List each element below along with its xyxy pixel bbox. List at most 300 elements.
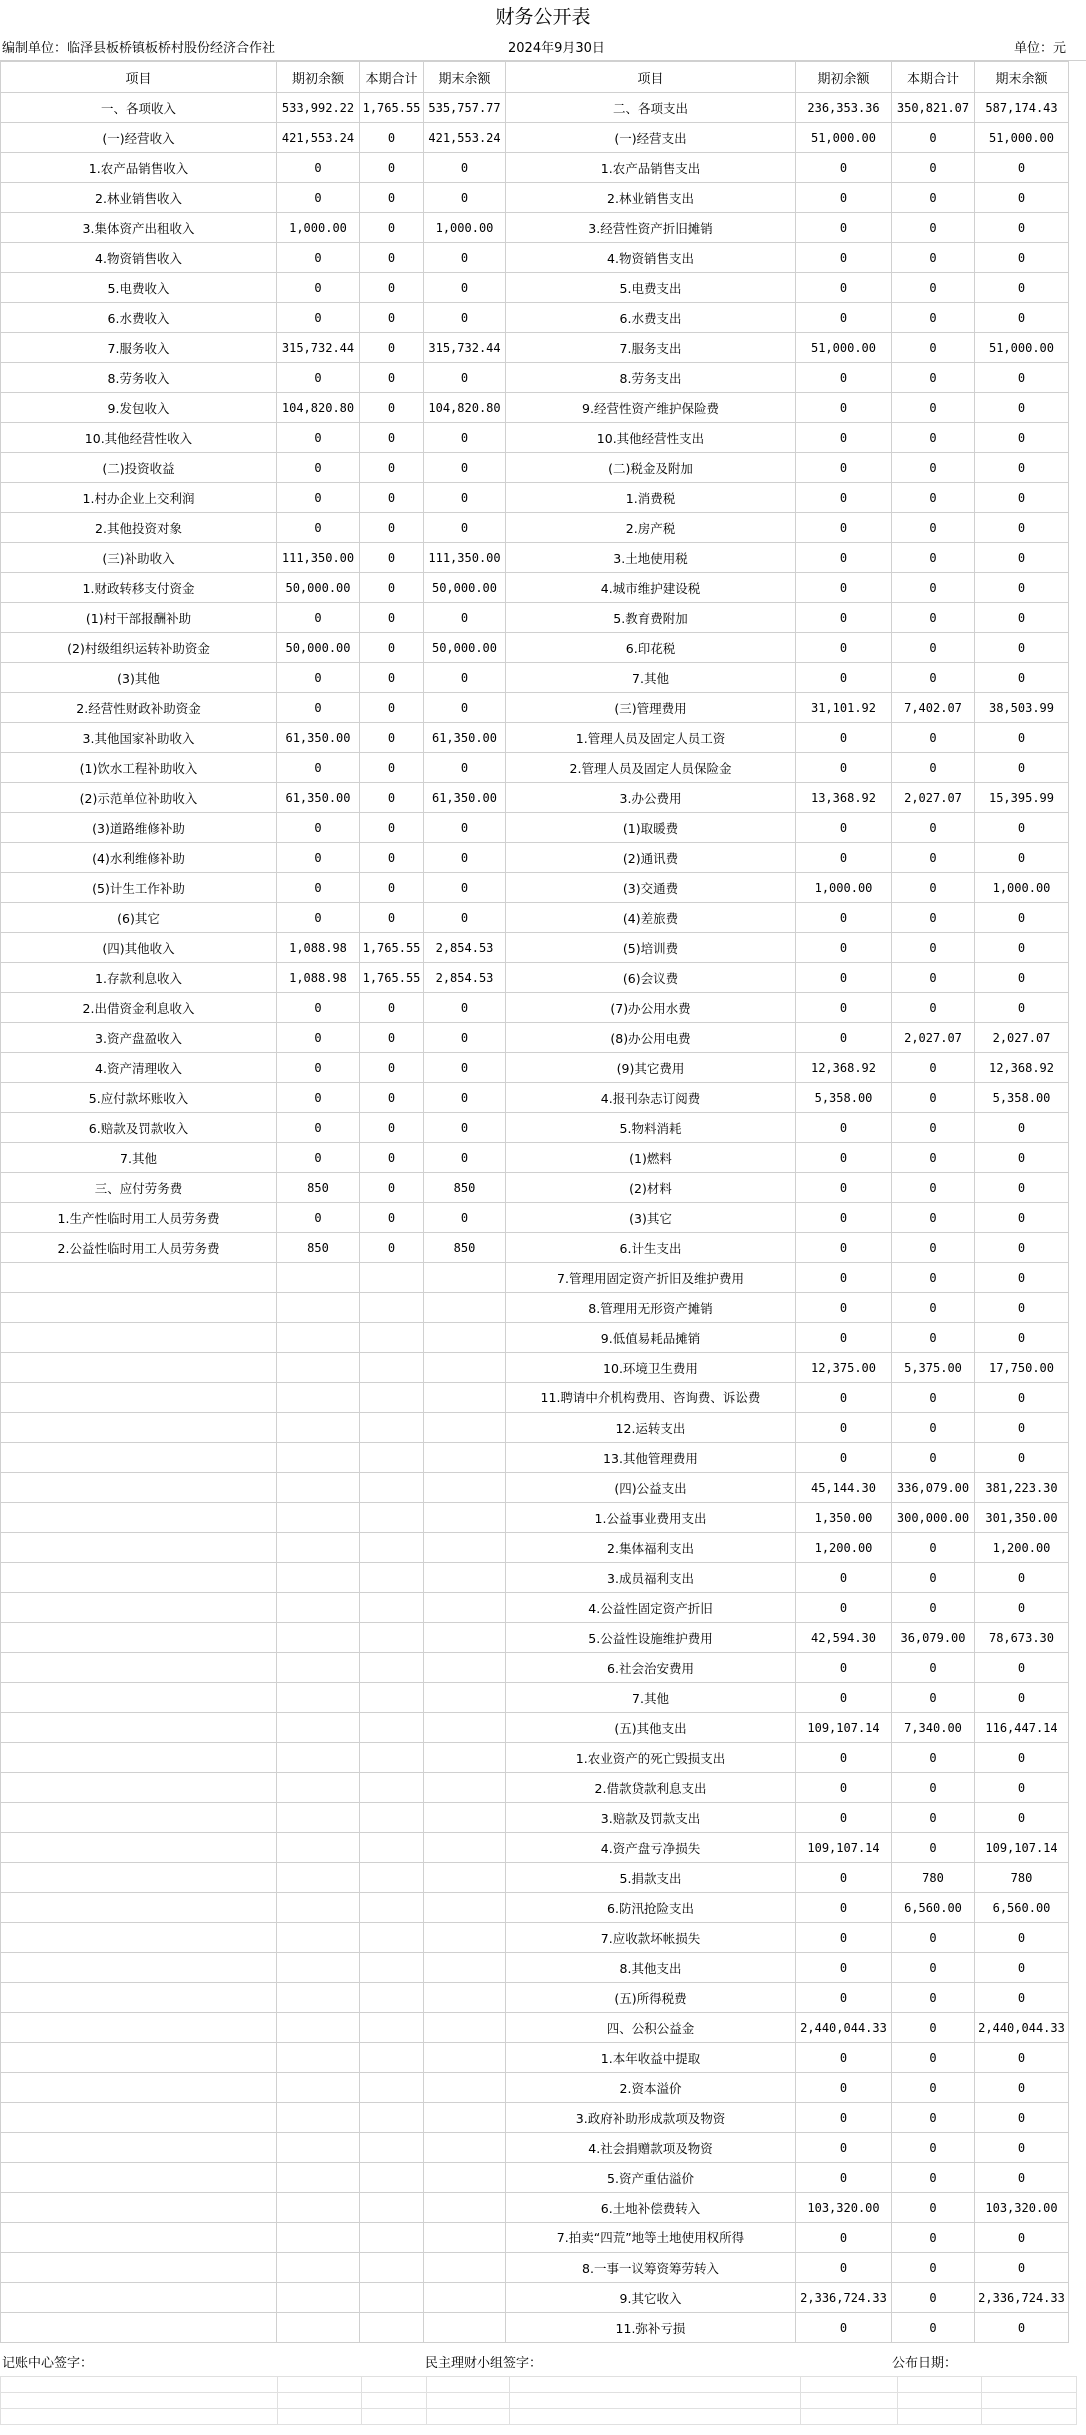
right-amount-cell: 7,340.00 xyxy=(892,1713,975,1743)
right-amount-cell: 51,000.00 xyxy=(975,123,1069,153)
empty-cell xyxy=(424,1803,506,1833)
right-amount-cell: 0 xyxy=(975,1203,1069,1233)
right-amount-cell: 0 xyxy=(796,513,892,543)
empty-cell xyxy=(360,1503,424,1533)
right-item-cell: 10.其他经营性支出 xyxy=(506,423,796,453)
right-amount-cell: 0 xyxy=(796,903,892,933)
left-amount-cell: 0 xyxy=(424,1203,506,1233)
right-amount-cell: 0 xyxy=(892,183,975,213)
empty-cell xyxy=(1,1383,277,1413)
right-amount-cell: 0 xyxy=(796,1263,892,1293)
right-amount-cell: 0 xyxy=(975,903,1069,933)
right-amount-cell: 0 xyxy=(892,1233,975,1263)
right-amount-cell: 0 xyxy=(975,543,1069,573)
left-amount-cell: 315,732.44 xyxy=(424,333,506,363)
right-amount-cell: 0 xyxy=(975,1143,1069,1173)
left-item-cell: 1.存款利息收入 xyxy=(1,963,277,993)
right-amount-cell: 0 xyxy=(796,453,892,483)
right-amount-cell: 0 xyxy=(975,213,1069,243)
empty-cell xyxy=(277,1353,360,1383)
right-amount-cell: 0 xyxy=(892,723,975,753)
empty-cell xyxy=(277,1323,360,1353)
right-amount-cell: 0 xyxy=(975,1653,1069,1683)
left-amount-cell: 1,088.98 xyxy=(277,963,360,993)
left-amount-cell: 0 xyxy=(424,873,506,903)
right-amount-cell: 0 xyxy=(975,1443,1069,1473)
right-amount-cell: 1,000.00 xyxy=(796,873,892,903)
left-amount-cell: 0 xyxy=(424,363,506,393)
right-item-cell: 4.物资销售支出 xyxy=(506,243,796,273)
empty-cell xyxy=(424,1983,506,2013)
left-amount-cell: 111,350.00 xyxy=(424,543,506,573)
left-amount-cell: 0 xyxy=(360,993,424,1023)
left-amount-cell: 0 xyxy=(424,303,506,333)
left-amount-cell: 0 xyxy=(277,363,360,393)
empty-cell xyxy=(1,2103,277,2133)
left-amount-cell: 1,000.00 xyxy=(424,213,506,243)
empty-cell xyxy=(360,2283,424,2313)
left-amount-cell: 0 xyxy=(360,363,424,393)
left-amount-cell: 1,765.55 xyxy=(360,963,424,993)
table-row xyxy=(1,603,1069,633)
right-item-cell: 9.低值易耗品摊销 xyxy=(506,1323,796,1353)
right-amount-cell: 0 xyxy=(796,753,892,783)
empty-cell xyxy=(424,1623,506,1653)
empty-cell xyxy=(360,1263,424,1293)
left-amount-cell: 0 xyxy=(360,453,424,483)
left-amount-cell: 0 xyxy=(424,663,506,693)
right-amount-cell: 7,402.07 xyxy=(892,693,975,723)
right-amount-cell: 0 xyxy=(975,1983,1069,2013)
right-item-cell: 4.报刊杂志订阅费 xyxy=(506,1083,796,1113)
right-amount-cell: 587,174.43 xyxy=(975,93,1069,123)
left-amount-cell: 0 xyxy=(424,1083,506,1113)
right-amount-cell: 0 xyxy=(975,1923,1069,1953)
right-item-cell: 10.环境卫生费用 xyxy=(506,1353,796,1383)
table-row xyxy=(1,513,1069,543)
left-item-cell: 2.公益性临时用工人员劳务费 xyxy=(1,1233,277,1263)
right-amount-cell: 0 xyxy=(892,513,975,543)
left-amount-cell: 0 xyxy=(424,843,506,873)
right-amount-cell: 0 xyxy=(975,2313,1069,2343)
right-item-cell: 6.印花税 xyxy=(506,633,796,663)
right-amount-cell: 0 xyxy=(796,153,892,183)
right-item-cell: (五)所得税费 xyxy=(506,1983,796,2013)
left-amount-cell: 50,000.00 xyxy=(277,573,360,603)
right-amount-cell: 0 xyxy=(975,2103,1069,2133)
left-amount-cell: 0 xyxy=(360,1203,424,1233)
left-amount-cell: 0 xyxy=(277,273,360,303)
right-item-cell: 7.拍卖“四荒”地等土地使用权所得 xyxy=(506,2223,796,2253)
empty-cell xyxy=(360,1653,424,1683)
table-row xyxy=(1,873,1069,903)
right-item-cell: (二)税金及附加 xyxy=(506,453,796,483)
table-header-row xyxy=(1,62,1069,93)
right-amount-cell: 0 xyxy=(892,1533,975,1563)
left-item-cell: 1.生产性临时用工人员劳务费 xyxy=(1,1203,277,1233)
empty-cell xyxy=(360,1713,424,1743)
right-amount-cell: 0 xyxy=(975,303,1069,333)
right-amount-cell: 103,320.00 xyxy=(796,2193,892,2223)
left-item-cell: 2.经营性财政补助资金 xyxy=(1,693,277,723)
left-amount-cell: 0 xyxy=(277,423,360,453)
left-amount-cell: 0 xyxy=(424,153,506,183)
empty-cell xyxy=(360,1473,424,1503)
table-row xyxy=(1,1743,1069,1773)
left-amount-cell: 421,553.24 xyxy=(424,123,506,153)
empty-cell xyxy=(1,1653,277,1683)
right-amount-cell: 350,821.07 xyxy=(892,93,975,123)
table-row xyxy=(1,363,1069,393)
empty-cell xyxy=(277,1533,360,1563)
empty-cell xyxy=(360,2043,424,2073)
right-amount-cell: 0 xyxy=(892,573,975,603)
right-amount-cell: 2,440,044.33 xyxy=(796,2013,892,2043)
table-row xyxy=(1,633,1069,663)
left-item-cell: (四)其他收入 xyxy=(1,933,277,963)
left-item-cell: (一)经营收入 xyxy=(1,123,277,153)
empty-cell xyxy=(360,2223,424,2253)
empty-cell xyxy=(277,1833,360,1863)
right-amount-cell: 0 xyxy=(796,1023,892,1053)
table-row xyxy=(1,2163,1069,2193)
right-amount-cell: 0 xyxy=(975,1323,1069,1353)
empty-cell xyxy=(277,1863,360,1893)
empty-cell xyxy=(277,1713,360,1743)
left-item-cell: (1)饮水工程补助收入 xyxy=(1,753,277,783)
empty-cell xyxy=(360,1833,424,1863)
right-amount-cell: 0 xyxy=(975,153,1069,183)
right-amount-cell: 109,107.14 xyxy=(796,1833,892,1863)
right-amount-cell: 0 xyxy=(975,663,1069,693)
right-amount-cell: 6,560.00 xyxy=(892,1893,975,1923)
signature-row xyxy=(0,2346,1086,2376)
right-amount-cell: 0 xyxy=(975,573,1069,603)
table-row xyxy=(1,93,1069,123)
empty-cell xyxy=(424,2073,506,2103)
left-amount-cell: 104,820.80 xyxy=(277,393,360,423)
table-row xyxy=(1,2313,1069,2343)
empty-cell xyxy=(424,1653,506,1683)
left-amount-cell: 0 xyxy=(424,753,506,783)
right-amount-cell: 0 xyxy=(796,1323,892,1353)
empty-cell xyxy=(360,1623,424,1653)
empty-cell xyxy=(1,1893,277,1923)
table-row xyxy=(1,903,1069,933)
right-amount-cell: 0 xyxy=(796,1863,892,1893)
left-amount-cell: 0 xyxy=(277,243,360,273)
right-item-cell: (三)管理费用 xyxy=(506,693,796,723)
empty-cell xyxy=(1,1563,277,1593)
table-row xyxy=(1,1533,1069,1563)
right-item-cell: 1.公益事业费用支出 xyxy=(506,1503,796,1533)
table-row xyxy=(1,1623,1069,1653)
empty-cell xyxy=(424,1863,506,1893)
table-row xyxy=(1,1473,1069,1503)
empty-cell xyxy=(1,1263,277,1293)
left-amount-cell: 0 xyxy=(424,1113,506,1143)
right-item-cell: 2.借款贷款利息支出 xyxy=(506,1773,796,1803)
right-amount-cell: 0 xyxy=(796,843,892,873)
table-row xyxy=(1,573,1069,603)
left-amount-cell: 1,765.55 xyxy=(360,933,424,963)
right-amount-cell: 17,750.00 xyxy=(975,1353,1069,1383)
empty-cell xyxy=(360,1533,424,1563)
right-amount-cell: 0 xyxy=(796,603,892,633)
right-amount-cell: 0 xyxy=(975,1293,1069,1323)
right-amount-cell: 0 xyxy=(892,1113,975,1143)
right-amount-cell: 0 xyxy=(796,1773,892,1803)
left-amount-cell: 61,350.00 xyxy=(424,723,506,753)
right-amount-cell: 2,027.07 xyxy=(892,783,975,813)
right-amount-cell: 236,353.36 xyxy=(796,93,892,123)
empty-cell xyxy=(360,1893,424,1923)
empty-cell xyxy=(424,1773,506,1803)
right-amount-cell: 0 xyxy=(796,2133,892,2163)
right-amount-cell: 0 xyxy=(975,1173,1069,1203)
right-amount-cell: 0 xyxy=(796,2073,892,2103)
right-amount-cell: 0 xyxy=(892,2313,975,2343)
empty-cell xyxy=(277,1413,360,1443)
right-amount-cell: 0 xyxy=(892,1653,975,1683)
table-row xyxy=(1,1773,1069,1803)
empty-cell xyxy=(360,1413,424,1443)
left-item-cell: 5.应付款坏账收入 xyxy=(1,1083,277,1113)
table-row xyxy=(1,2073,1069,2103)
right-amount-cell: 0 xyxy=(796,933,892,963)
right-amount-cell: 381,223.30 xyxy=(975,1473,1069,1503)
table-row xyxy=(1,423,1069,453)
empty-cell xyxy=(424,2043,506,2073)
left-amount-cell: 0 xyxy=(277,603,360,633)
header-cell: 本期合计 xyxy=(360,62,424,93)
right-amount-cell: 0 xyxy=(796,2313,892,2343)
left-item-cell: (4)水利维修补助 xyxy=(1,843,277,873)
right-amount-cell: 0 xyxy=(892,393,975,423)
empty-cell xyxy=(360,1803,424,1833)
right-amount-cell: 0 xyxy=(975,2073,1069,2103)
empty-cell xyxy=(1,2253,277,2283)
table-row xyxy=(1,1593,1069,1623)
table-row xyxy=(1,1443,1069,1473)
left-item-cell: 7.其他 xyxy=(1,1143,277,1173)
table-row xyxy=(1,153,1069,183)
left-item-cell: 10.其他经营性收入 xyxy=(1,423,277,453)
empty-cell xyxy=(360,1293,424,1323)
right-item-cell: 3.土地使用税 xyxy=(506,543,796,573)
right-amount-cell: 0 xyxy=(975,723,1069,753)
right-amount-cell: 2,027.07 xyxy=(975,1023,1069,1053)
left-item-cell: 1.财政转移支付资金 xyxy=(1,573,277,603)
right-amount-cell: 0 xyxy=(892,123,975,153)
left-amount-cell: 0 xyxy=(360,513,424,543)
right-item-cell: 7.其他 xyxy=(506,663,796,693)
info-row xyxy=(0,30,1086,61)
left-item-cell: 3.资产盘盈收入 xyxy=(1,1023,277,1053)
right-amount-cell: 0 xyxy=(796,393,892,423)
empty-cell xyxy=(277,1623,360,1653)
left-item-cell: 三、应付劳务费 xyxy=(1,1173,277,1203)
right-amount-cell: 0 xyxy=(796,2253,892,2283)
right-amount-cell: 0 xyxy=(796,2103,892,2133)
left-amount-cell: 0 xyxy=(424,183,506,213)
empty-cell xyxy=(277,1293,360,1323)
right-amount-cell: 45,144.30 xyxy=(796,1473,892,1503)
right-amount-cell: 0 xyxy=(892,1053,975,1083)
left-amount-cell: 0 xyxy=(277,513,360,543)
empty-cell xyxy=(424,1383,506,1413)
right-amount-cell: 12,375.00 xyxy=(796,1353,892,1383)
table-row xyxy=(1,993,1069,1023)
right-amount-cell: 0 xyxy=(796,1443,892,1473)
right-amount-cell: 0 xyxy=(796,1803,892,1833)
right-amount-cell: 0 xyxy=(892,1413,975,1443)
right-item-cell: 1.农业资产的死亡毁损支出 xyxy=(506,1743,796,1773)
right-item-cell: (1)取暖费 xyxy=(506,813,796,843)
right-amount-cell: 5,358.00 xyxy=(796,1083,892,1113)
right-amount-cell: 0 xyxy=(892,873,975,903)
left-amount-cell: 0 xyxy=(360,333,424,363)
empty-cell xyxy=(277,1803,360,1833)
empty-cell xyxy=(1,1863,277,1893)
right-amount-cell: 0 xyxy=(892,813,975,843)
left-amount-cell: 0 xyxy=(360,873,424,903)
left-amount-cell: 0 xyxy=(277,843,360,873)
right-item-cell: 1.管理人员及固定人员工资 xyxy=(506,723,796,753)
empty-grid xyxy=(0,2376,1077,2425)
right-item-cell: (8)办公用电费 xyxy=(506,1023,796,1053)
table-row xyxy=(1,1713,1069,1743)
empty-cell xyxy=(424,1443,506,1473)
left-amount-cell: 0 xyxy=(360,1233,424,1263)
right-amount-cell: 0 xyxy=(796,573,892,603)
table-row xyxy=(1,1293,1069,1323)
left-amount-cell: 61,350.00 xyxy=(424,783,506,813)
right-item-cell: 2.林业销售支出 xyxy=(506,183,796,213)
right-amount-cell: 0 xyxy=(975,2253,1069,2283)
empty-cell xyxy=(424,1503,506,1533)
empty-cell xyxy=(277,2133,360,2163)
left-amount-cell: 0 xyxy=(424,423,506,453)
right-amount-cell: 6,560.00 xyxy=(975,1893,1069,1923)
left-amount-cell: 61,350.00 xyxy=(277,783,360,813)
empty-cell xyxy=(424,1743,506,1773)
right-amount-cell: 0 xyxy=(892,303,975,333)
right-item-cell: 5.电费支出 xyxy=(506,273,796,303)
empty-cell xyxy=(424,2013,506,2043)
left-amount-cell: 2,854.53 xyxy=(424,963,506,993)
right-amount-cell: 0 xyxy=(796,1293,892,1323)
right-amount-cell: 1,200.00 xyxy=(975,1533,1069,1563)
left-item-cell: 4.资产清理收入 xyxy=(1,1053,277,1083)
left-amount-cell: 0 xyxy=(424,1053,506,1083)
left-item-cell: 2.其他投资对象 xyxy=(1,513,277,543)
report-date: 2024年9月30日 xyxy=(508,41,605,56)
empty-cell xyxy=(360,2073,424,2103)
empty-cell xyxy=(424,2103,506,2133)
empty-cell xyxy=(360,1563,424,1593)
right-item-cell: 9.经营性资产维护保险费 xyxy=(506,393,796,423)
left-amount-cell: 850 xyxy=(424,1233,506,1263)
table-row xyxy=(1,1803,1069,1833)
right-amount-cell: 0 xyxy=(892,1263,975,1293)
right-item-cell: 12.运转支出 xyxy=(506,1413,796,1443)
right-amount-cell: 0 xyxy=(796,303,892,333)
left-amount-cell: 0 xyxy=(424,693,506,723)
empty-cell xyxy=(360,2103,424,2133)
right-amount-cell: 0 xyxy=(796,813,892,843)
table-row xyxy=(1,2103,1069,2133)
right-item-cell: (四)公益支出 xyxy=(506,1473,796,1503)
right-amount-cell: 0 xyxy=(796,1203,892,1233)
right-item-cell: (3)其它 xyxy=(506,1203,796,1233)
right-item-cell: 3.经营性资产折旧摊销 xyxy=(506,213,796,243)
right-amount-cell: 51,000.00 xyxy=(796,123,892,153)
right-item-cell: 四、公积公益金 xyxy=(506,2013,796,2043)
left-amount-cell: 0 xyxy=(360,813,424,843)
right-amount-cell: 0 xyxy=(796,213,892,243)
empty-cell xyxy=(360,1773,424,1803)
left-amount-cell: 0 xyxy=(360,543,424,573)
right-amount-cell: 0 xyxy=(796,993,892,1023)
right-amount-cell: 0 xyxy=(975,1593,1069,1623)
right-item-cell: (7)办公用水费 xyxy=(506,993,796,1023)
right-amount-cell: 0 xyxy=(892,843,975,873)
left-amount-cell: 0 xyxy=(277,453,360,483)
empty-cell xyxy=(424,1593,506,1623)
left-amount-cell: 0 xyxy=(277,1143,360,1173)
left-amount-cell: 535,757.77 xyxy=(424,93,506,123)
right-amount-cell: 0 xyxy=(796,273,892,303)
right-amount-cell: 0 xyxy=(892,2103,975,2133)
left-amount-cell: 0 xyxy=(277,663,360,693)
right-item-cell: (2)材料 xyxy=(506,1173,796,1203)
empty-cell xyxy=(277,2103,360,2133)
right-amount-cell: 0 xyxy=(975,1743,1069,1773)
unit-label: 编制单位：临泽县板桥镇板桥村股份经济合作社 xyxy=(2,41,276,56)
empty-cell xyxy=(360,2193,424,2223)
right-amount-cell: 0 xyxy=(796,1983,892,2013)
table-row xyxy=(1,243,1069,273)
empty-cell xyxy=(1,1743,277,1773)
left-amount-cell: 0 xyxy=(277,153,360,183)
empty-cell xyxy=(1,2013,277,2043)
right-amount-cell: 0 xyxy=(796,2163,892,2193)
right-amount-cell: 0 xyxy=(975,2133,1069,2163)
table-row xyxy=(1,123,1069,153)
right-amount-cell: 0 xyxy=(892,633,975,663)
right-amount-cell: 0 xyxy=(975,513,1069,543)
left-amount-cell: 0 xyxy=(360,1113,424,1143)
right-amount-cell: 0 xyxy=(975,273,1069,303)
empty-cell xyxy=(424,2193,506,2223)
empty-cell xyxy=(424,1683,506,1713)
right-amount-cell: 12,368.92 xyxy=(796,1053,892,1083)
empty-cell xyxy=(424,1293,506,1323)
empty-cell xyxy=(1,1323,277,1353)
empty-cell xyxy=(424,1413,506,1443)
left-amount-cell: 0 xyxy=(424,483,506,513)
right-amount-cell: 0 xyxy=(892,363,975,393)
right-amount-cell: 0 xyxy=(892,1173,975,1203)
right-amount-cell: 0 xyxy=(796,243,892,273)
right-item-cell: 7.服务支出 xyxy=(506,333,796,363)
left-amount-cell: 533,992.22 xyxy=(277,93,360,123)
header-cell: 期初余额 xyxy=(796,62,892,93)
left-item-cell: 2.出借资金利息收入 xyxy=(1,993,277,1023)
empty-cell xyxy=(277,1893,360,1923)
right-amount-cell: 0 xyxy=(892,423,975,453)
